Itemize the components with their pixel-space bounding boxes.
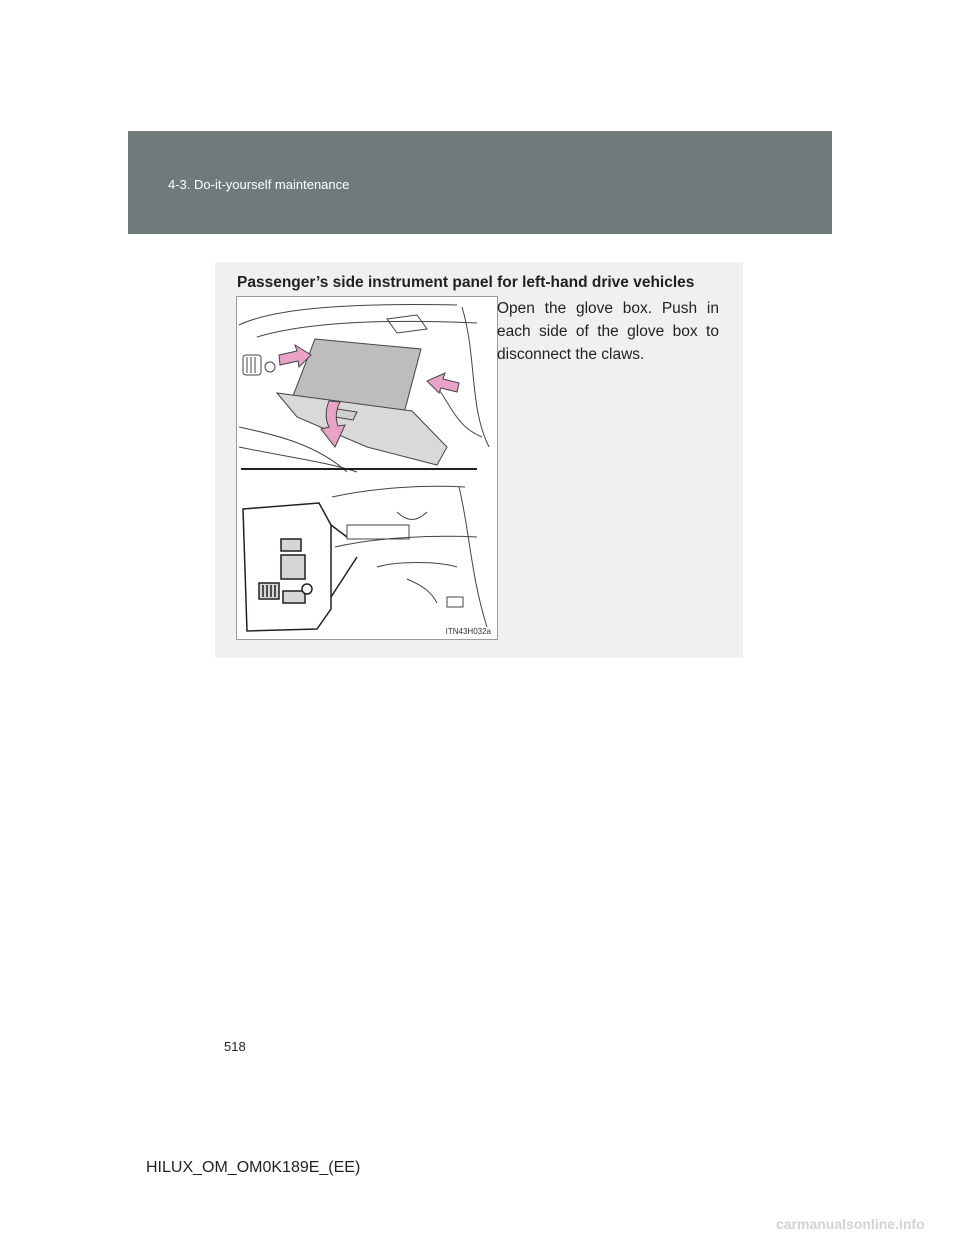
fuse-area-lines-icon — [332, 486, 487, 627]
glove-box-illustration — [236, 296, 498, 640]
illustration-drawing — [237, 297, 498, 640]
section-title: 4-3. Do-it-yourself maintenance — [168, 177, 350, 192]
page-number: 518 — [224, 1039, 246, 1054]
instruction-panel — [215, 262, 743, 658]
panel-instruction: Open the glove box. Push in each side of the glove box to disconnect the claws. — [497, 300, 719, 363]
magnified-fuse-box-icon — [243, 503, 357, 631]
figure-code: ITN43H032a — [445, 627, 491, 636]
header-band — [128, 131, 832, 234]
push-arrow-right-icon — [427, 373, 459, 393]
panel-heading: Passenger’s side instrument panel for left-hand drive vehicles — [237, 274, 695, 291]
air-vent-icon — [243, 355, 275, 375]
watermark[interactable]: carmanualsonline.info — [776, 1216, 925, 1232]
document-code: HILUX_OM_OM0K189E_(EE) — [146, 1159, 361, 1176]
